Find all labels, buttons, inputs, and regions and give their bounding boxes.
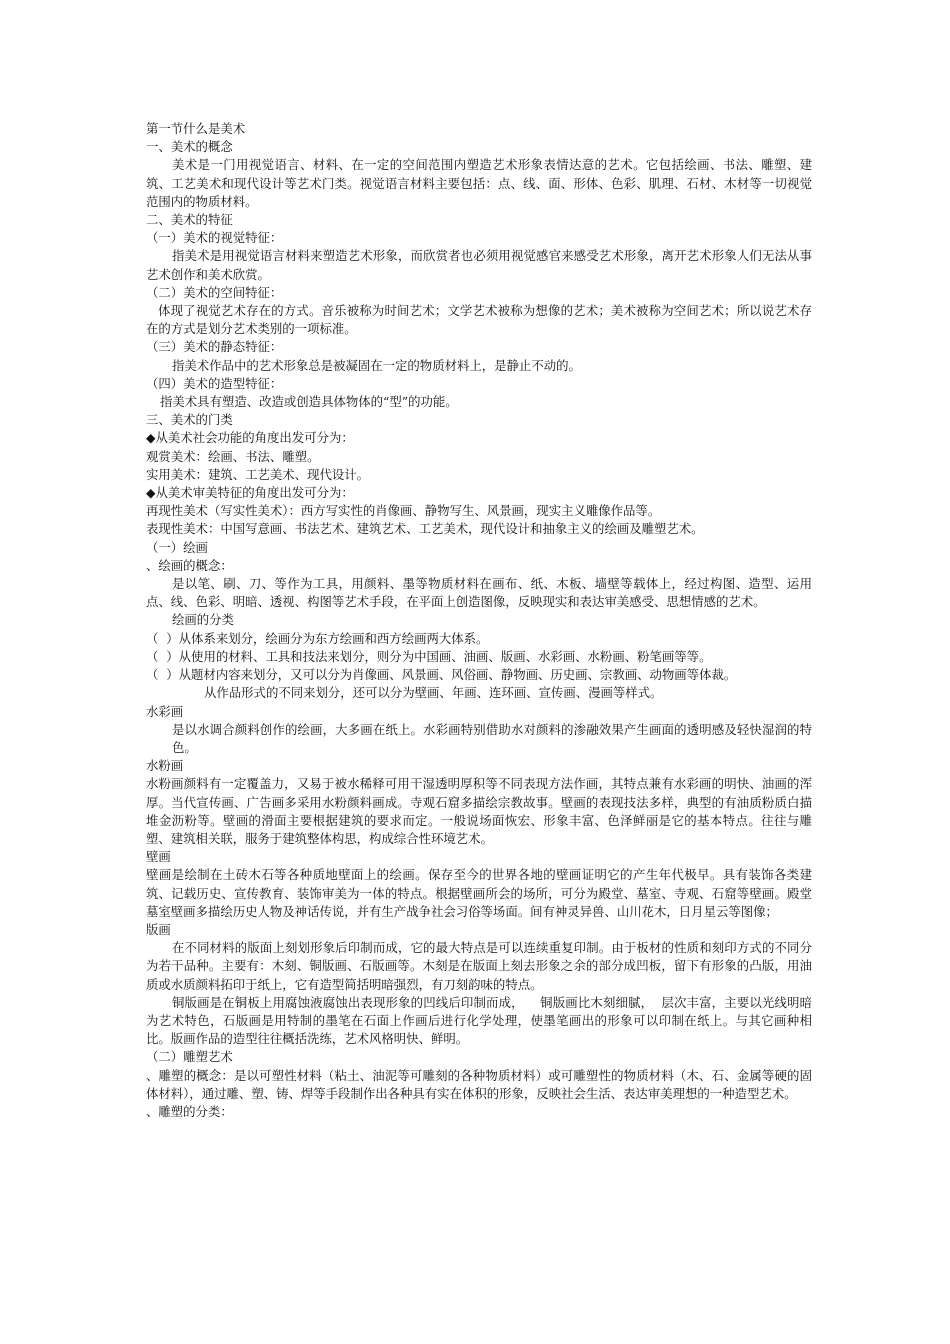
- bullet-line: ◆从美术社会功能的角度出发可分为：: [146, 430, 354, 446]
- section-title: 第一节什么是美术: [146, 121, 246, 136]
- subheading: （一）绘画: [146, 539, 208, 555]
- subheading: 、雕塑的分类：: [146, 1103, 233, 1119]
- bullet-line: ◆从美术审美特征的角度出发可分为：: [146, 485, 354, 501]
- paragraph: 是以水调合颜料创作的绘画，大多画在纸上。水彩画特别借助水对颜料的渗融效果产生画面的透明感及轻快湿润的特色。: [172, 721, 812, 755]
- text-line: 表现性美术：中国写意画、书法艺术、建筑艺术、工艺美术，现代设计和抽象主义的绘画及雕塑艺术。: [146, 521, 704, 537]
- paragraph: 铜版画是在铜板上用腐蚀液腐蚀出表现形象的凹线后印制而成， 铜版画比木刻细腻， 层次丰富，主要以光线明暗为艺术特色，石版画是用特制的墨笔在石面上作画后进行化学处理，使墨笔画出的形象可以印制在纸上。与其它画种相比。版画作品的造型往往概括洗练，艺术风格明快、鲜明。: [146, 994, 812, 1047]
- paragraph: 指美术具有塑造、改造或创造具体物体的“型”的功能。: [160, 394, 458, 410]
- list-line: （ ）从体系来划分，绘画分为东方绘画和西方绘画两大体系。: [146, 630, 489, 646]
- subheading: 水粉画: [146, 758, 184, 774]
- paragraph: 水粉画颜料有一定覆盖力，又易于被水稀释可用干湿透明厚积等不同表现方法作画，其特点兼有水彩画的明快、油画的浑厚。当代宣传画、广告画多采用水粉颜料画成。寺观石窟多描绘宗教故事。壁画的表现技法多样，典型的有油质粉质白描堆金沥粉等。壁画的滑面主要根据建筑的要求而定。一般说场面恢宏、形象丰富、色泽鲜丽是它的基本特点。往往与雕塑、建筑相关联，服务于建筑整体构思，构成综合性环境艺术。: [146, 776, 812, 846]
- subheading: （四）美术的造型特征：: [146, 375, 283, 391]
- document-page: [146, 120, 812, 1121]
- subheading: 版画: [146, 921, 171, 937]
- subheading: （一）美术的视觉特征：: [146, 230, 283, 246]
- paragraph: 壁画是绘制在土砖木石等各种质地壁面上的绘画。保存至今的世界各地的壁画证明它的产生年代极早。具有装饰各类建筑、记载历史、宣传教育、装饰审美为一体的特点。根据壁画所会的场所，可分为殿堂、墓室、寺观、石窟等壁画。殿堂墓室壁画多描绘历史人物及神话传说，并有生产战争社会习俗等场面。间有神灵异兽、山川花木，日月星云等图像；: [146, 867, 812, 919]
- subheading: 绘画的分类: [172, 612, 234, 628]
- subheading: （二）雕塑艺术: [146, 1049, 233, 1065]
- subheading: 壁画: [146, 849, 171, 865]
- heading: 一、美术的概念: [146, 139, 233, 155]
- paragraph: 指美术是用视觉语言材料来塑造艺术形象，而欣赏者也必须用视觉感官来感受艺术形象，离开艺术形象人们无法从事艺术创作和美术欣赏。: [146, 248, 812, 282]
- heading: 二、美术的特征: [146, 212, 233, 228]
- subheading: （二）美术的空间特征：: [146, 284, 283, 300]
- list-line: 从作品形式的不同来划分，还可以分为壁画、年画、连环画、宣传画、漫画等样式。: [204, 685, 663, 701]
- subheading: （三）美术的静态特征：: [146, 339, 283, 355]
- subheading: 、绘画的概念：: [146, 557, 233, 573]
- subheading: 水彩画: [146, 703, 184, 719]
- heading: 三、美术的门类: [146, 412, 233, 428]
- list-line: （ ）从题材内容来划分，又可以分为肖像画、风景画、风俗画、静物画、历史画、宗教画、动物画等体裁。: [146, 667, 737, 683]
- text-line: 再现性美术（写实性美术）：西方写实性的肖像画、静物写生、风景画，现实主义雕像作品等。: [146, 503, 661, 519]
- paragraph: 、雕塑的概念：是以可塑性材料（粘土、油泥等可雕刻的各种物质材料）或可雕塑性的物质材料（木、石、金属等硬的固体材料），通过雕、塑、铸、焊等手段制作出各种具有实在体积的形象，反映社会生活、表达审美理想的一种造型艺术。: [146, 1067, 812, 1101]
- list-line: （ ）从使用的材料、工具和技法来划分，则分为中国画、油画、版画、水彩画、水粉画、粉笔画等等。: [146, 648, 712, 664]
- paragraph: 体现了视觉艺术存在的方式。音乐被称为时间艺术；文学艺术被称为想像的艺术；美术被称为空间艺术；所以说艺术存在的方式是划分艺术类别的一项标准。: [146, 303, 812, 337]
- paragraph: 美术是一门用视觉语言、材料、在一定的空间范围内塑造艺术形象表情达意的艺术。它包括绘画、书法、雕塑、建筑、工艺美术和现代设计等艺术门类。视觉语言材料主要包括：点、线、面、形体、色彩、肌理、石材、木材等一切视觉范围内的物质材料。: [146, 157, 812, 209]
- text-line: 实用美术：建筑、工艺美术、现代设计。: [146, 466, 370, 482]
- text-line: 观赏美术：绘画、书法、雕塑。: [146, 448, 320, 464]
- paragraph: 是以笔、刷、刀、等作为工具，用颜料、墨等物质材料在画布、纸、木板、墙壁等载体上，经过构图、造型、运用点、线、色彩、明暗、透视、构图等艺术手段，在平面上创造图像，反映现实和表达审美感受、思想情感的艺术。: [146, 576, 812, 610]
- paragraph: 指美术作品中的艺术形象总是被凝固在一定的物质材料上，是静止不动的。: [172, 357, 581, 373]
- paragraph: 在不同材料的版面上刻划形象后印制而成，它的最大特点是可以连续重复印制。由于板材的性质和刻印方式的不同分为若干品种。主要有：木刻、铜版画、石版画等。木刻是在版面上刻去形象之余的部分成凹板，留下有形象的凸版，用油质或水质颜料拓印于纸上，它有造型简括明暗强烈，有刀刻韵味的特点。: [146, 940, 812, 992]
